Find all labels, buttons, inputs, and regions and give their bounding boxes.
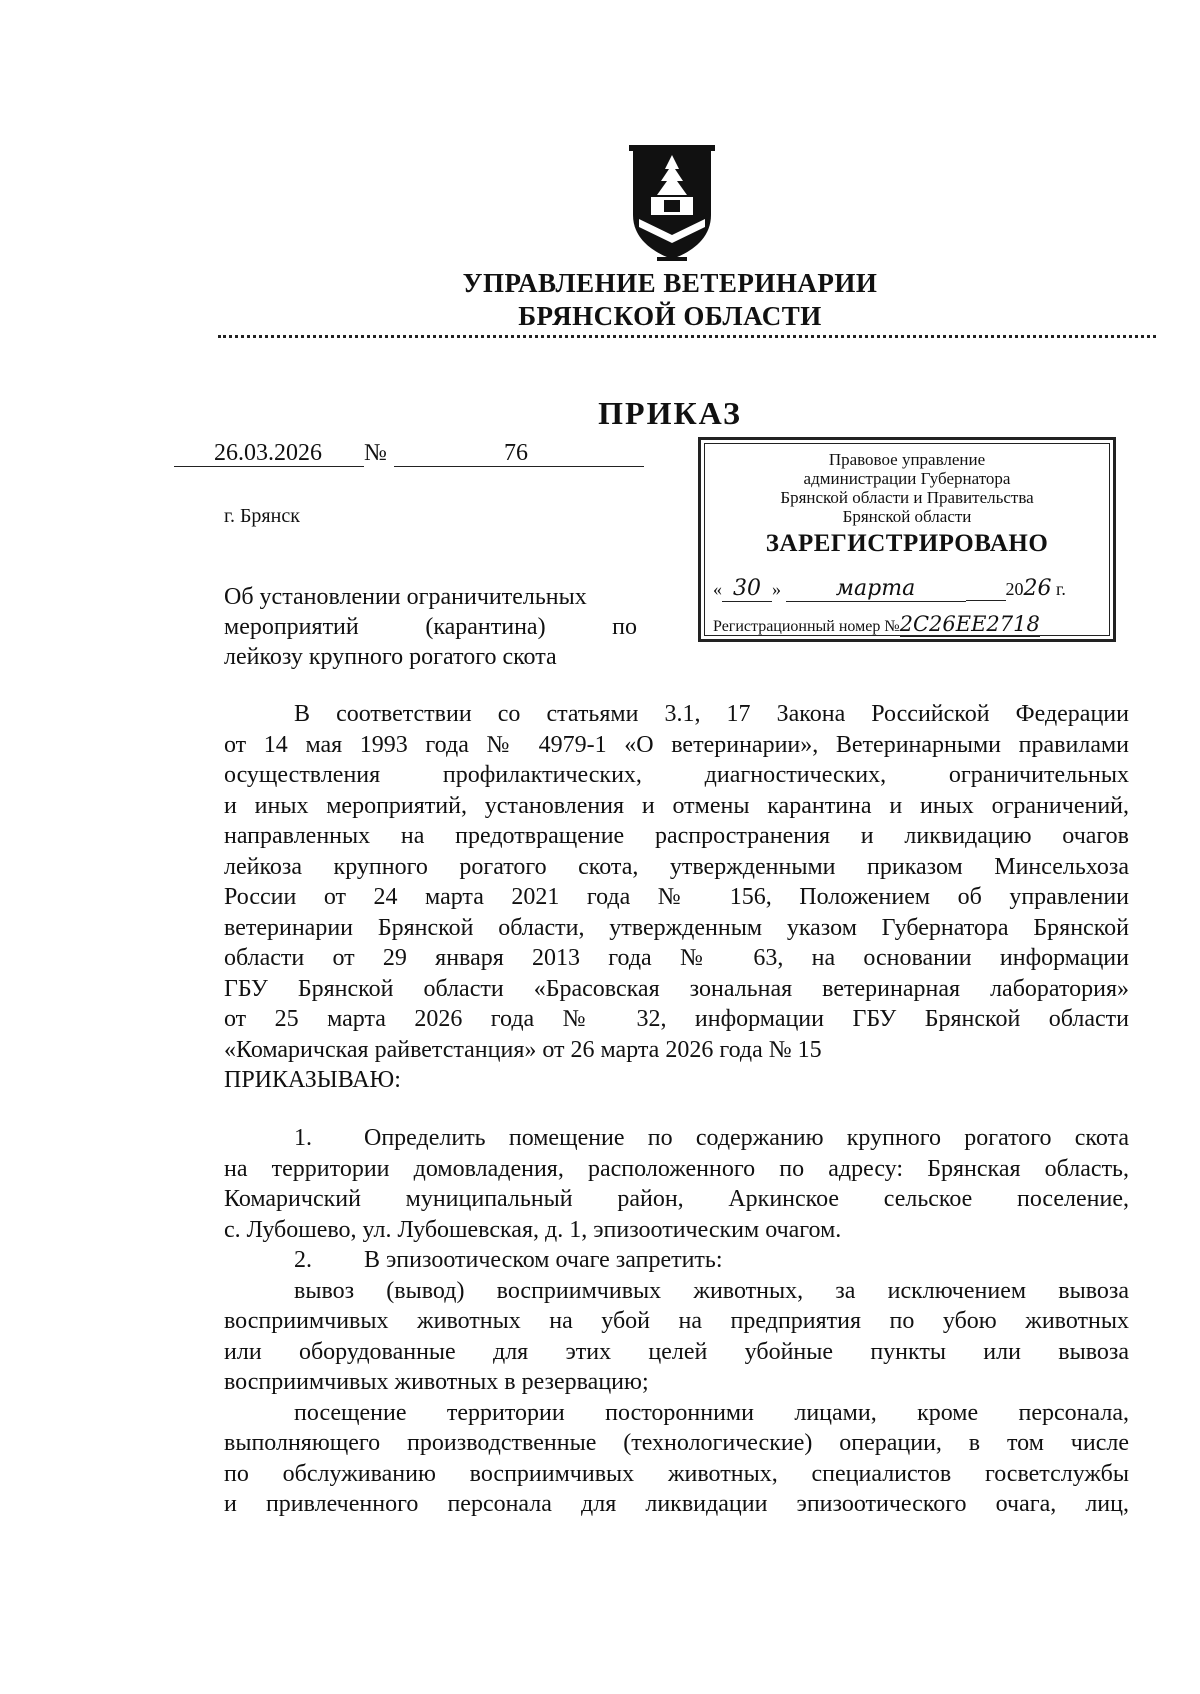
stamp-registration-number-line <box>713 612 1107 636</box>
text-line: ветеринарии Брянской области, утвержденным указом Губернатора Брянской <box>224 914 1129 941</box>
text-line: восприимчивых животных в резервацию; <box>224 1369 649 1395</box>
subject-line: лейкозу крупного рогатого скота <box>224 644 557 670</box>
text-line: с. Лубошево, ул. Лубошевская, д. 1, эпизоотическим очагом. <box>224 1216 842 1243</box>
registration-stamp <box>698 437 1116 642</box>
stamp-date-line: « 30 » марта 2026 г. <box>713 576 1066 601</box>
text-line: и привлеченного персонала для ликвидации эпизоотического очага, лиц, <box>224 1491 1129 1517</box>
stamp-year-prefix: 20 <box>1005 579 1024 599</box>
order-city: г. Брянск <box>224 505 300 527</box>
order-items <box>224 1123 1129 1520</box>
order-date-number-line <box>174 440 644 470</box>
document-type-title: ПРИКАЗ <box>598 395 742 431</box>
text-line: по обслуживанию восприимчивых животных, специалистов госветслужбы <box>224 1460 1129 1487</box>
text-line: Комаричский муниципальный район, Аркинское сельское поселение, <box>224 1186 1129 1212</box>
text-line: лейкоза крупного рогатого скота, утвержденными приказом Минсельхоза <box>224 853 1129 880</box>
stamp-month-handwritten: марта <box>786 576 966 602</box>
item-number: 1. <box>294 1125 312 1151</box>
stamp-line: Брянской области и Правительства <box>780 488 1034 507</box>
text-line: выполняющего производственные (технологические) операции, в том числе <box>224 1430 1129 1456</box>
text-line: осуществления профилактических, диагностических, ограничительных <box>224 762 1129 788</box>
stamp-line: Правовое управление <box>828 450 986 469</box>
stamp-line: Брянской области <box>842 507 972 526</box>
text-line: восприимчивых животных на убой на предприятия по убою животных <box>224 1308 1129 1334</box>
text-line: В соответствии со статьями 3.1, 17 Закона Российской Федерации <box>294 701 1129 727</box>
stamp-line: администрации Губернатора <box>803 469 1011 488</box>
text-line: России от 24 марта 2021 года № 156, Положением об управлении <box>224 884 1129 910</box>
text-line: от 25 марта 2026 года № 32, информации ГБУ Брянской области <box>224 1006 1129 1032</box>
stamp-year-handwritten: 26 <box>1023 576 1052 601</box>
text-line: области от 29 января 2013 года № 63, на основании информации <box>224 945 1129 971</box>
text-line: или оборудованные для этих целей убойные пункты или вывоза <box>224 1338 1129 1365</box>
order-number-label: № <box>364 440 387 466</box>
text-line: вывоз (вывод) восприимчивых животных, за исключением вывоза <box>294 1277 1129 1304</box>
item-text: В эпизоотическом очаге запретить: <box>364 1247 723 1273</box>
text-line: направленных на предотвращение распространения и ликвидацию очагов <box>224 823 1129 849</box>
stamp-year-suffix: г. <box>1056 579 1066 599</box>
order-number: 76 <box>504 440 528 466</box>
stamp-registered-label: ЗАРЕГИСТРИРОВАНО <box>765 530 1049 557</box>
preamble-paragraph <box>224 699 1129 1096</box>
item-1-first-line <box>224 1123 1129 1154</box>
subject-line: Об установлении ограничительных <box>224 584 587 610</box>
organization-name-line1: УПРАВЛЕНИЕ ВЕТЕРИНАРИИ <box>462 268 878 298</box>
order-subject <box>224 582 637 672</box>
item-number: 2. <box>294 1247 312 1273</box>
coat-of-arms-emblem <box>627 145 717 263</box>
stamp-registration-label: Регистрационный номер № <box>713 618 900 635</box>
text-line: от 14 мая 1993 года № 4979-1 «О ветеринарии», Ветеринарными правилами <box>224 731 1129 758</box>
subject-line: мероприятий (карантина) по <box>224 614 637 640</box>
stamp-registration-number-handwritten: 2С26ЕЕ2718 <box>899 612 1040 636</box>
dotted-divider <box>218 335 1156 338</box>
order-date: 26.03.2026 <box>214 440 322 466</box>
text-line: на территории домовладения, расположенного по адресу: Брянская область, <box>224 1155 1129 1182</box>
text-line: посещение территории посторонними лицами, кроме персонала, <box>294 1399 1129 1426</box>
organization-name-line2: БРЯНСКОЙ ОБЛАСТИ <box>518 301 822 331</box>
order-directive: ПРИКАЗЫВАЮ: <box>224 1067 401 1093</box>
item-text: Определить помещение по содержанию крупного рогатого скота <box>364 1125 1129 1151</box>
text-line: и иных мероприятий, установления и отмены карантина и иных ограничений, <box>224 792 1129 819</box>
text-line: «Комаричская райветстанция» от 26 марта 2026 года № 15 <box>224 1036 822 1063</box>
text-line: ГБУ Брянской области «Брасовская зональная ветеринарная лаборатория» <box>224 975 1129 1002</box>
item-2-first-line <box>224 1245 1129 1276</box>
stamp-day-handwritten: 30 <box>722 576 772 602</box>
